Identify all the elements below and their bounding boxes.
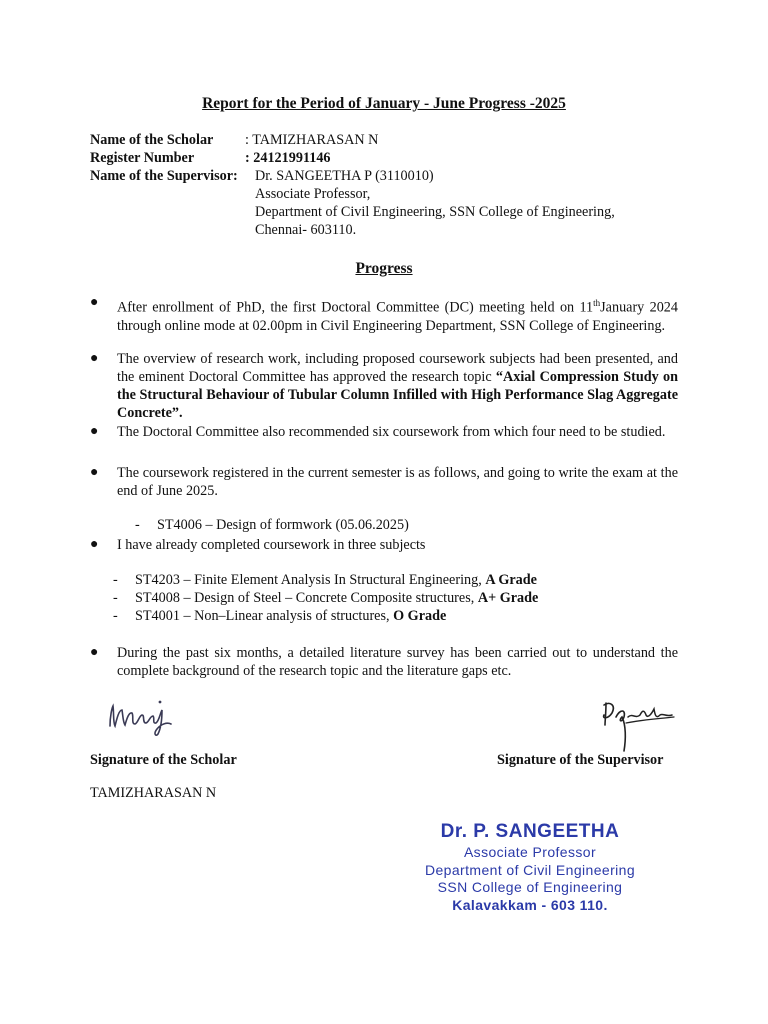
bullet-text: The coursework registered in the current semester is as follows, and going to write the exam at the end of June 2025. (117, 465, 678, 499)
completed-course-item: - ST4001 – Non–Linear analysis of structures, O Grade (113, 608, 447, 624)
register-number-value: : 24121991146 (245, 150, 331, 166)
current-course-item: - ST4006 – Design of formwork (05.06.2025) (135, 517, 409, 533)
supervisor-stamp (405, 820, 655, 914)
supervisor-department: Department of Civil Engineering, SSN College of Engineering, (255, 204, 615, 220)
stamp-college: SSN College of Engineering (437, 879, 623, 895)
bullet-text: The overview of research work, including proposed coursework subjects had been presented, and the eminent Doctoral Committee has approved the research topic “Axial Compression Study on the Structural Behaviour of Tubular Column Infilled with High Performance Slag Aggregate Concrete”. (117, 351, 678, 421)
scholar-info-block (90, 131, 690, 239)
report-title: Report for the Period of January - June Progress -2025 (202, 95, 566, 112)
bullet-dc-meeting (90, 294, 678, 335)
stamp-address: Kalavakkam - 603 110. (452, 896, 608, 913)
bullet-dot: ● (90, 537, 99, 552)
bullet-text: I have already completed coursework in three subjects (117, 537, 426, 553)
grade-label: O Grade (393, 608, 447, 624)
bullet-dot: ● (90, 351, 99, 366)
supervisor-city: Chennai- 603110. (255, 222, 357, 238)
bullet-literature-survey (90, 644, 678, 680)
bullet-coursework-recommendation (90, 423, 678, 441)
bullet-dot: ● (90, 295, 99, 310)
grade-label: A+ Grade (477, 590, 539, 606)
supervisor-value: Dr. SANGEETHA P (3110010) (255, 168, 434, 184)
scholar-name-row (90, 131, 690, 149)
supervisor-row (90, 167, 690, 185)
bullet-research-topic (90, 350, 678, 422)
scholar-signature (104, 696, 176, 738)
bullet-completed-coursework (90, 536, 678, 554)
stamp-name: Dr. P. SANGEETHA (440, 821, 620, 842)
completed-course-item: - ST4008 – Design of Steel – Concrete Composite structures, A+ Grade (113, 590, 539, 606)
bullet-dot: ● (90, 465, 99, 480)
stamp-department: Department of Civil Engineering (424, 861, 636, 878)
bullet-dot: ● (90, 424, 99, 439)
bullet-text: The Doctoral Committee also recommended six coursework from which four need to be studied. (117, 424, 666, 440)
bullet-text: After enrollment of PhD, the first Doctoral Committee (DC) meeting held on 11thJanuary 2024 through online mode at 02.00pm in Civil Engineering Department, SSN College of Engineering. (117, 298, 678, 334)
grade-label: A Grade (485, 572, 537, 588)
bullet-dot: ● (90, 645, 99, 660)
scholar-signature-label: Signature of the Scholar (90, 752, 237, 768)
supervisor-label: Name of the Supervisor: (90, 168, 238, 184)
scholar-printed-name: TAMIZHARASAN N (90, 785, 217, 801)
supervisor-signature (596, 695, 678, 753)
register-number-label: Register Number (90, 150, 195, 166)
supervisor-designation: Associate Professor, (255, 186, 371, 202)
bullet-current-coursework (90, 464, 678, 500)
completed-course-item: - ST4203 – Finite Element Analysis In Structural Engineering, A Grade (113, 572, 537, 588)
stamp-designation: Associate Professor (463, 844, 597, 860)
scholar-name-value: : TAMIZHARASAN N (245, 132, 379, 148)
supervisor-signature-label: Signature of the Supervisor (497, 752, 664, 768)
progress-heading: Progress (355, 260, 413, 277)
scholar-name-label: Name of the Scholar (90, 132, 214, 148)
register-number-row (90, 149, 690, 167)
bullet-text: During the past six months, a detailed literature survey has been carried out to understand the complete background of the research topic and the literature gaps etc. (117, 645, 678, 679)
research-topic-title: “Axial Compression Study on the Structural Behaviour of Tubular Column Infilled with High Performance Slag Aggregate Concrete”. (117, 369, 678, 421)
